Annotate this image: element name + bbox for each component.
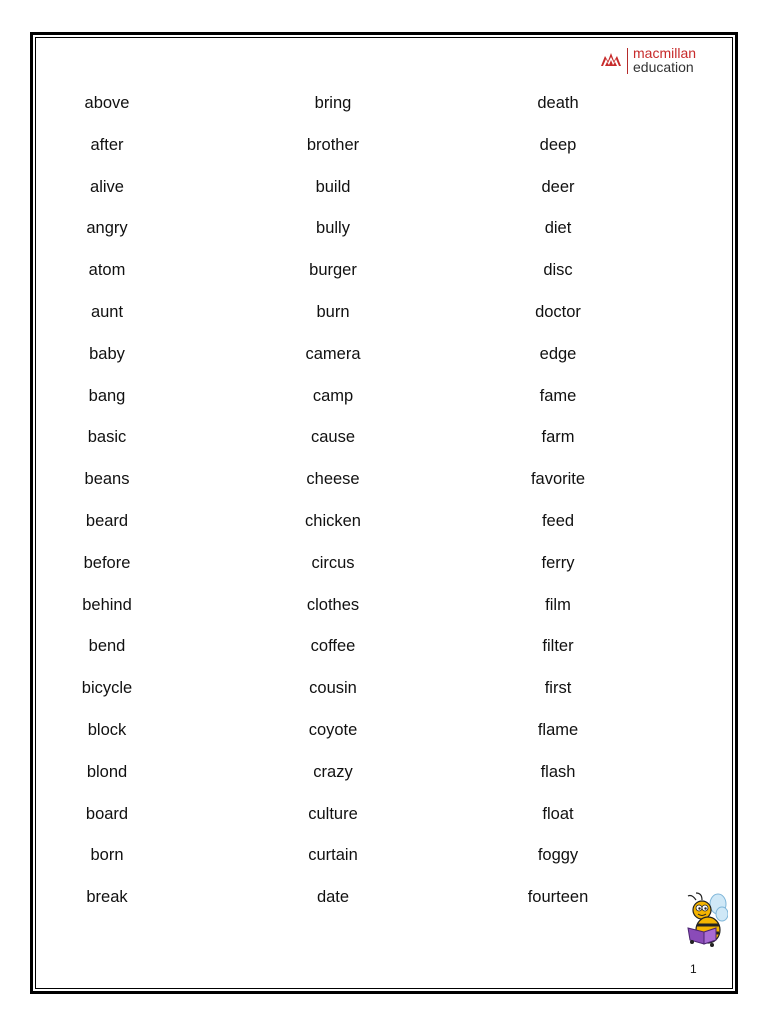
word-item: coffee bbox=[310, 637, 356, 656]
word-column-3 bbox=[468, 89, 648, 925]
publisher-logo bbox=[600, 46, 696, 74]
word-item: beans bbox=[84, 470, 130, 489]
word-item: fourteen bbox=[527, 888, 589, 907]
word-item: culture bbox=[308, 804, 358, 823]
logo-line-1: macmillan bbox=[633, 45, 697, 61]
word-item: diet bbox=[544, 219, 572, 238]
word-item: bully bbox=[316, 219, 350, 238]
word-item: before bbox=[83, 553, 131, 572]
word-item: brother bbox=[306, 135, 360, 154]
page-number: 1 bbox=[690, 962, 697, 976]
word-item: atom bbox=[88, 261, 126, 280]
word-item: aunt bbox=[90, 302, 124, 321]
word-item: float bbox=[542, 804, 574, 823]
word-item: beard bbox=[85, 511, 129, 530]
word-item: fame bbox=[539, 386, 577, 405]
word-item: date bbox=[316, 888, 350, 907]
word-item: bicycle bbox=[81, 679, 133, 698]
word-item: bang bbox=[88, 386, 126, 405]
word-item: deep bbox=[539, 135, 577, 154]
word-item: above bbox=[84, 94, 130, 112]
word-item: coyote bbox=[308, 720, 358, 739]
word-item: feed bbox=[541, 511, 575, 530]
word-item: flash bbox=[540, 762, 576, 781]
word-item: camp bbox=[312, 386, 354, 405]
word-item: after bbox=[90, 135, 124, 154]
word-item: build bbox=[315, 177, 351, 196]
word-item: basic bbox=[87, 428, 127, 447]
word-item: farm bbox=[541, 428, 575, 447]
word-item: cheese bbox=[306, 470, 360, 489]
word-item: born bbox=[90, 846, 124, 865]
word-item: bring bbox=[314, 94, 352, 112]
word-item: angry bbox=[86, 219, 128, 238]
word-item: blond bbox=[86, 762, 128, 781]
word-item: chicken bbox=[305, 511, 361, 530]
word-item: cause bbox=[310, 428, 356, 447]
word-item: first bbox=[544, 679, 572, 698]
word-column-2 bbox=[243, 89, 423, 925]
word-item: board bbox=[85, 804, 129, 823]
word-item: break bbox=[86, 888, 128, 907]
word-item: ferry bbox=[541, 553, 575, 572]
word-item: camera bbox=[305, 344, 361, 363]
word-item: favorite bbox=[530, 470, 586, 489]
word-item: doctor bbox=[535, 302, 581, 321]
logo-wordmark bbox=[633, 46, 696, 74]
logo-line-2: education bbox=[633, 59, 694, 75]
word-item: burger bbox=[309, 261, 357, 280]
word-item: foggy bbox=[537, 846, 579, 865]
word-item: circus bbox=[311, 553, 355, 572]
word-item: crazy bbox=[313, 762, 353, 781]
word-item: curtain bbox=[308, 846, 358, 865]
bee-reading-icon bbox=[684, 892, 728, 948]
logo-divider bbox=[627, 48, 628, 74]
word-item: clothes bbox=[306, 595, 360, 614]
word-item: flame bbox=[537, 720, 579, 739]
word-item: behind bbox=[82, 595, 132, 614]
word-item: film bbox=[545, 595, 571, 614]
word-item: bend bbox=[88, 637, 126, 656]
word-item: filter bbox=[542, 637, 574, 656]
word-item: edge bbox=[539, 344, 577, 363]
word-item: alive bbox=[90, 177, 124, 196]
word-item: death bbox=[537, 94, 579, 112]
word-item: deer bbox=[541, 177, 575, 196]
macmillan-logo-icon bbox=[600, 50, 622, 68]
word-column-1 bbox=[17, 89, 197, 925]
word-item: cousin bbox=[309, 679, 357, 698]
word-item: burn bbox=[316, 302, 350, 321]
word-item: disc bbox=[543, 261, 573, 280]
word-item: block bbox=[87, 720, 127, 739]
word-item: baby bbox=[89, 344, 125, 363]
